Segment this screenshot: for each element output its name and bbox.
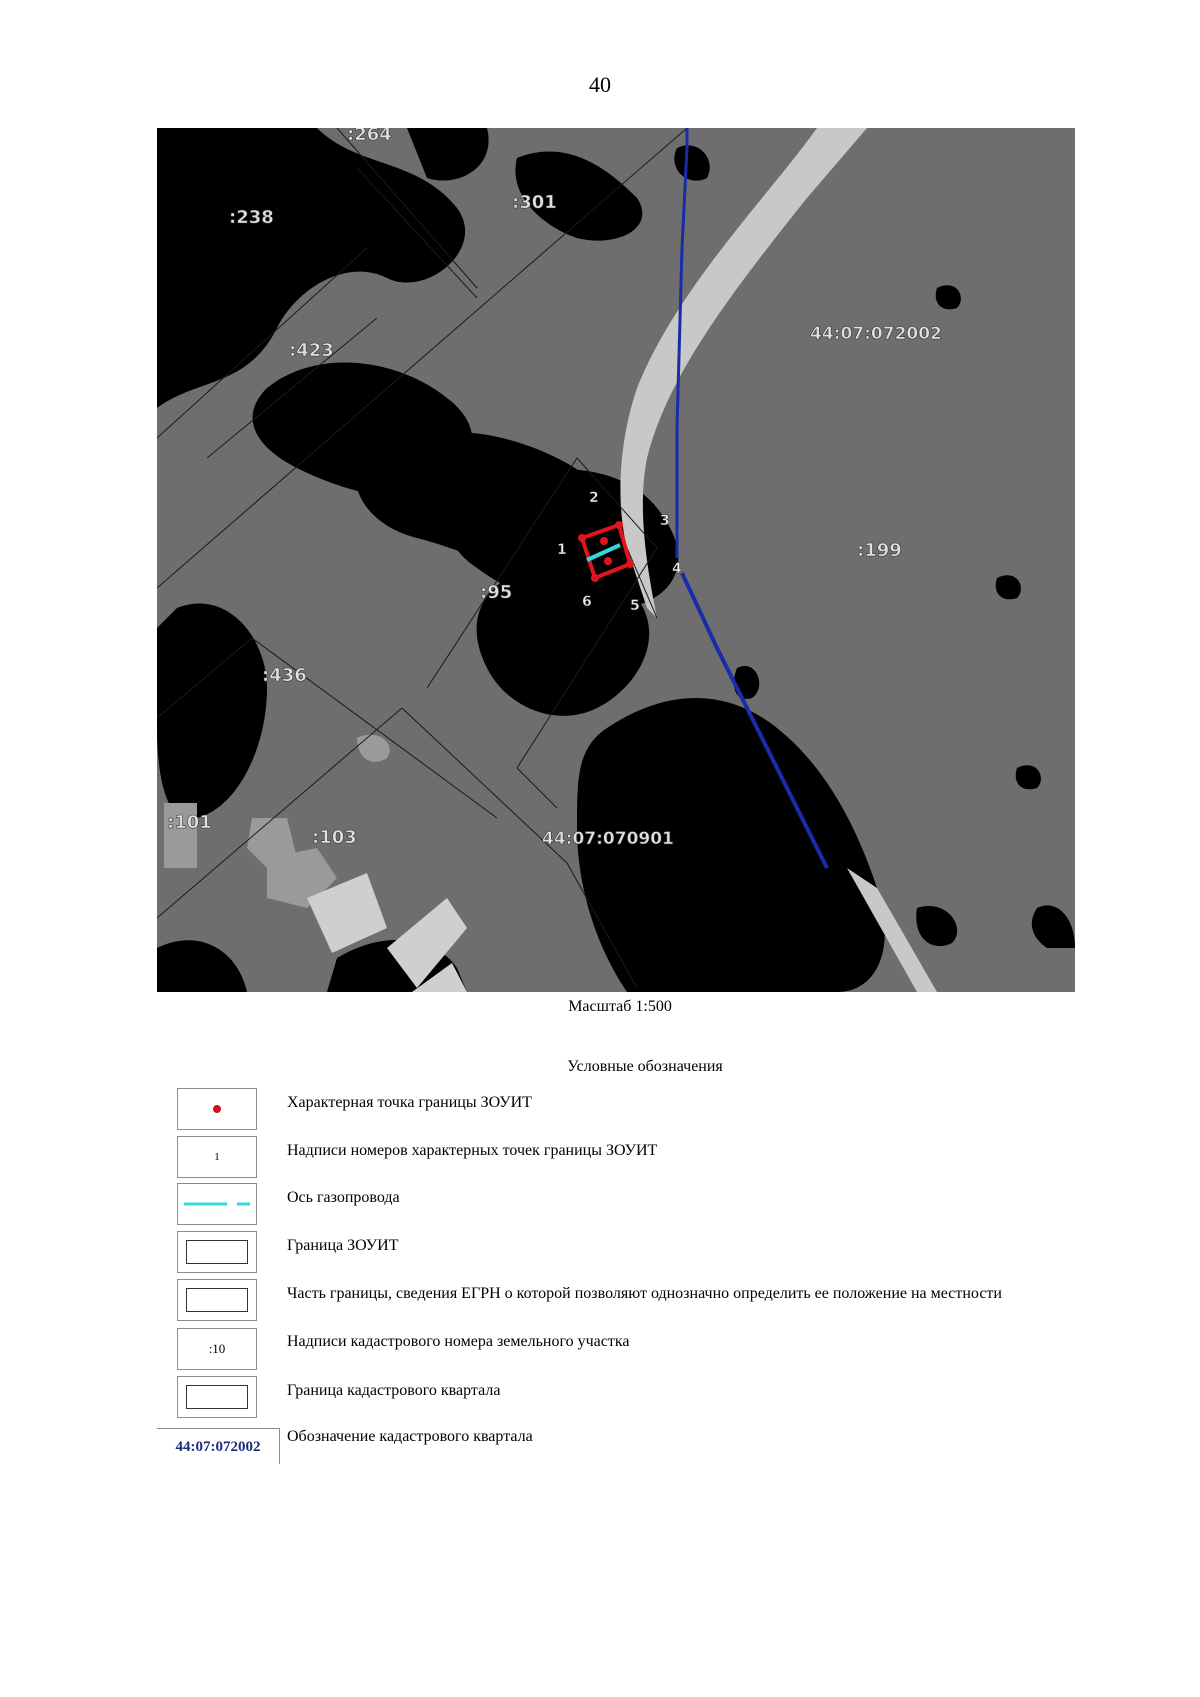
point-label-5: 5 (630, 598, 640, 614)
page-number: 40 (589, 72, 611, 97)
parcel-label-199: :199 (857, 540, 902, 561)
quarter-label-070901: 44:07:070901 (542, 829, 674, 849)
legend-symbol-zone-boundary (177, 1231, 257, 1273)
gas-axis-icon (182, 1199, 252, 1209)
legend-text-gas-axis: Ось газопровода (287, 1189, 400, 1206)
legend-text-quarter-code: Обозначение кадастрового квартала (287, 1428, 533, 1445)
legend-title: Условные обозначения (567, 1058, 723, 1075)
rect-icon (186, 1240, 248, 1264)
legend-symbol-partial-boundary (177, 1279, 257, 1321)
legend-text-cadastral-number: Надписи кадастрового номера земельного участка (287, 1333, 630, 1350)
parcel-label-101: :101 (167, 812, 212, 833)
legend-symbol-quarter-boundary (177, 1376, 257, 1418)
red-dot-icon (213, 1105, 221, 1113)
point-label-2: 2 (589, 490, 599, 506)
legend-symbol-cadastral-number (177, 1328, 257, 1370)
point-label-3: 3 (660, 513, 670, 529)
parcel-label-95: :95 (480, 582, 513, 603)
legend-symbol-red-dot (177, 1088, 257, 1130)
map-canvas (157, 128, 1075, 992)
rect-icon (186, 1288, 248, 1312)
point-number-icon: 1 (214, 1151, 220, 1163)
legend-text-point: Характерная точка границы ЗОУИТ (287, 1094, 532, 1111)
cadastral-map (157, 128, 1075, 992)
parcel-label-103: :103 (312, 827, 357, 848)
parcel-label-264: :264 (347, 128, 392, 145)
map-scale: Масштаб 1:500 (568, 998, 672, 1015)
legend-symbol-gas-axis (177, 1183, 257, 1225)
legend-text-quarter-boundary: Граница кадастрового квартала (287, 1382, 501, 1399)
point-label-1: 1 (557, 542, 567, 558)
parcel-label-423: :423 (289, 340, 334, 361)
legend-text-zone-boundary: Граница ЗОУИТ (287, 1237, 399, 1254)
legend-text-partial-boundary: Часть границы, сведения ЕГРН о которой позволяют однозначно определить ее положение на местности (287, 1285, 1002, 1302)
quarter-code-icon: 44:07:072002 (157, 1428, 280, 1464)
legend-text-point-number: Надписи номеров характерных точек границы ЗОУИТ (287, 1142, 658, 1159)
cadastral-number-icon: :10 (208, 1341, 226, 1356)
parcel-label-301: :301 (512, 192, 557, 213)
rect-icon (186, 1385, 248, 1409)
legend-symbol-point-number (177, 1136, 257, 1178)
quarter-label-072002: 44:07:072002 (810, 324, 942, 344)
parcel-label-436: :436 (262, 665, 307, 686)
point-label-6: 6 (582, 594, 592, 610)
parcel-label-238: :238 (229, 207, 274, 228)
point-label-4: 4 (672, 561, 682, 577)
